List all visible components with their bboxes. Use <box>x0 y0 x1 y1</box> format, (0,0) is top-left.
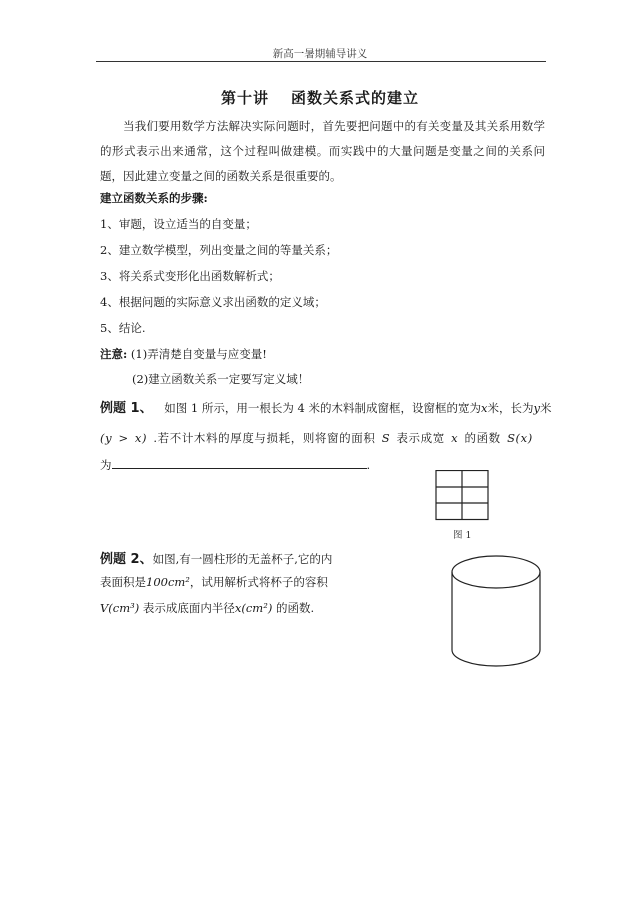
example2-line2 <box>100 574 328 590</box>
example1-text: .若不计木料的厚度与损耗，则将窗的面积 <box>153 431 376 445</box>
example2-text: 的函数. <box>275 601 315 615</box>
cup-rim <box>452 556 540 588</box>
note-item: (2)建立函数关系一定要写定义域！ <box>132 372 310 386</box>
math-var: S <box>381 431 391 445</box>
example1-text: 的函数 <box>464 431 501 445</box>
page-title <box>0 87 640 108</box>
header-rule <box>96 61 546 62</box>
window-frame-figure <box>432 470 492 526</box>
math-expr: S(x) <box>507 431 533 445</box>
example1-text: 米 <box>540 401 552 415</box>
example2-line1 <box>100 548 332 567</box>
answer-blank[interactable] <box>112 458 367 469</box>
page-header: 新高一暑期辅导讲义 <box>272 48 368 60</box>
example1-label: 例题 1、 <box>100 401 153 416</box>
example2-text: 如图,有一圆柱形的无盖杯子,它的内 <box>152 552 333 566</box>
math-expr: V(cm³) <box>100 601 140 615</box>
lecture-number: 第十讲 <box>220 89 269 107</box>
example1-text: 米，长为 <box>487 401 534 415</box>
example1-line3 <box>100 457 370 473</box>
example2-text: ，试用解析式将杯子的容积 <box>189 575 328 589</box>
lecture-topic: 函数关系式的建立 <box>291 89 420 107</box>
figure1-caption: 图 1 <box>453 530 472 541</box>
steps-heading: 建立函数关系的步骤: <box>100 191 208 205</box>
example1-line1 <box>100 397 552 416</box>
math-expr: x(cm²) <box>234 601 273 615</box>
intro-paragraph: 当我们要用数学方法解决实际问题时，首先要把问题中的有关变量及其关系用数学的形式表示出来通常，这个过程叫做建模。而实践中的大量问题是变量之间的关系问题，因此建立变量之间的函数关系是很重要的。 <box>100 119 545 183</box>
math-expr: 100cm² <box>146 575 190 589</box>
cylinder-cup-figure <box>448 552 548 670</box>
step-item: 2、建立数学模型，列出变量之间的等量关系； <box>100 243 338 257</box>
cup-base <box>452 650 540 666</box>
example1-line2 <box>100 430 533 446</box>
step-item: 4、根据问题的实际意义求出函数的定义域； <box>100 295 326 309</box>
example2-text: 表面积是 <box>100 575 146 589</box>
example2-label: 例题 2、 <box>100 552 153 567</box>
example1-text: 为 <box>100 458 112 472</box>
example2-line3 <box>100 600 314 616</box>
note-item: (1)弄清楚自变量与应变量! <box>130 347 267 361</box>
example1-text: . <box>366 458 371 472</box>
step-item: 3、将关系式变形化出函数解析式； <box>100 269 280 283</box>
step-item: 1、审题，设立适当的自变量； <box>100 217 257 231</box>
notes-line-1 <box>100 346 267 362</box>
step-item: 5、结论. <box>100 321 146 335</box>
notes-label: 注意: <box>100 347 128 361</box>
example1-text: 表示成宽 <box>396 431 445 445</box>
math-var: y <box>533 401 540 415</box>
math-var: x <box>481 401 488 415</box>
example1-text: 如图 1 所示，用一根长为 4 米的木料制成窗框，设窗框的宽为 <box>164 401 481 415</box>
math-var: x <box>451 431 459 445</box>
example2-text: 表示成底面内半径 <box>142 601 235 615</box>
math-expr: (y > x) <box>100 431 148 445</box>
